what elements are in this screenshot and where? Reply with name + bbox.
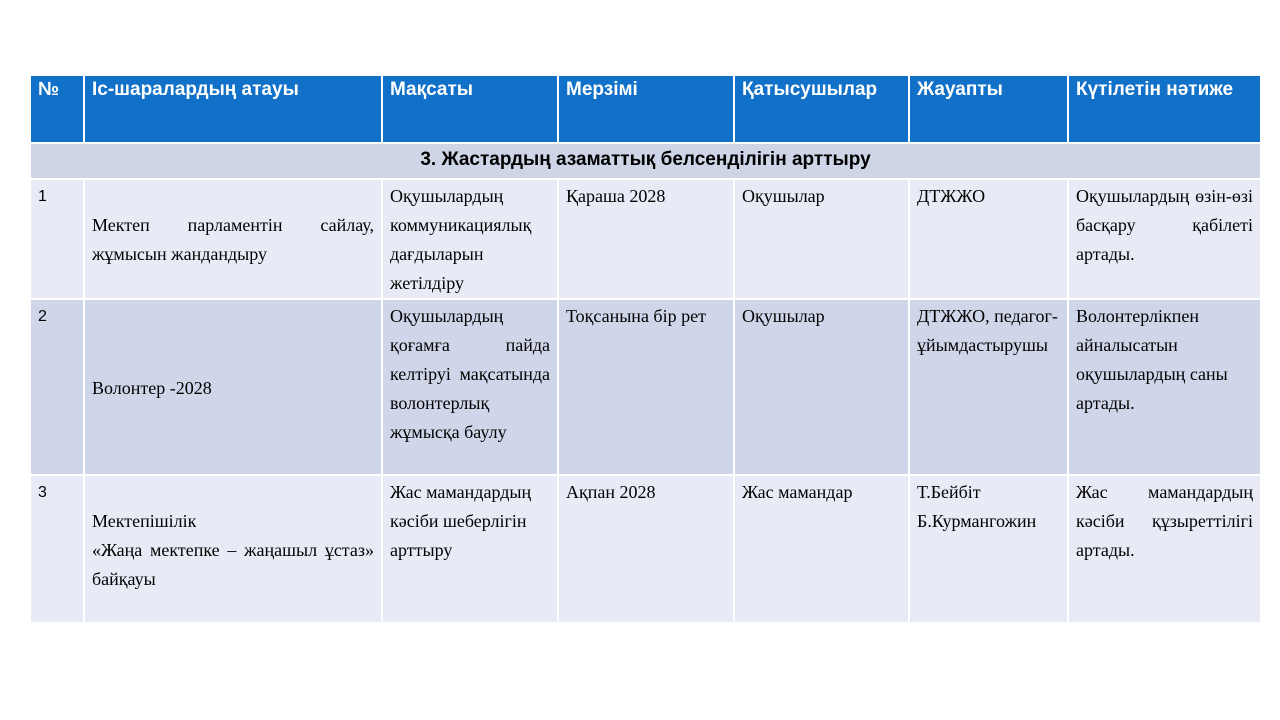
event-name: Мектепішілік «Жаңа мектепке – жаңашыл ұстаз» байқауы: [84, 475, 382, 623]
header-term: Мерзімі: [558, 76, 734, 143]
result-cell: Оқушылардың өзін-өзі басқару қабілеті артады.: [1068, 179, 1260, 299]
header-goal: Мақсаты: [382, 76, 558, 143]
table-header-row: [31, 76, 1260, 143]
header-event-name: Іс-шаралардың атауы: [84, 76, 382, 143]
header-responsible: Жауапты: [909, 76, 1068, 143]
row-number: 3: [31, 475, 84, 623]
term-cell: Тоқсанына бір рет: [558, 299, 734, 475]
section-row: [31, 143, 1260, 179]
header-participants: Қатысушылар: [734, 76, 909, 143]
participants-cell: Оқушылар: [734, 179, 909, 299]
activity-plan-table: [31, 76, 1260, 624]
goal-cell: Жас мамандардың кәсіби шеберлігін арттыру: [382, 475, 558, 623]
term-cell: Ақпан 2028: [558, 475, 734, 623]
responsible-cell: ДТЖЖО: [909, 179, 1068, 299]
participants-cell: Жас мамандар: [734, 475, 909, 623]
row-number: 2: [31, 299, 84, 475]
header-expected-result: Күтілетін нәтиже: [1068, 76, 1260, 143]
result-cell: Волонтерлікпен айналысатын оқушылардың саны артады.: [1068, 299, 1260, 475]
header-number: №: [31, 76, 84, 143]
participants-cell: Оқушылар: [734, 299, 909, 475]
goal-cell: Оқушылардың коммуникациялық дағдыларын жетілдіру: [382, 179, 558, 299]
responsible-cell: Т.Бейбіт Б.Курмангожин: [909, 475, 1068, 623]
goal-cell: Оқушылардың қоғамға пайда келтіруі мақсатында волонтерлық жұмысқа баулу: [382, 299, 558, 475]
table-row: [31, 475, 1260, 623]
event-name: Волонтер -2028: [84, 299, 382, 475]
result-cell: Жас мамандардың кәсіби құзыреттілігі артады.: [1068, 475, 1260, 623]
term-cell: Қараша 2028: [558, 179, 734, 299]
row-number: 1: [31, 179, 84, 299]
event-name: Мектеп парламентін сайлау, жұмысын жандандыру: [84, 179, 382, 299]
table-row: [31, 179, 1260, 299]
section-title: 3. Жастардың азаматтық белсенділігін арттыру: [31, 143, 1260, 179]
table-row: [31, 299, 1260, 475]
responsible-cell: ДТЖЖО, педагог-ұйымдастырушы: [909, 299, 1068, 475]
